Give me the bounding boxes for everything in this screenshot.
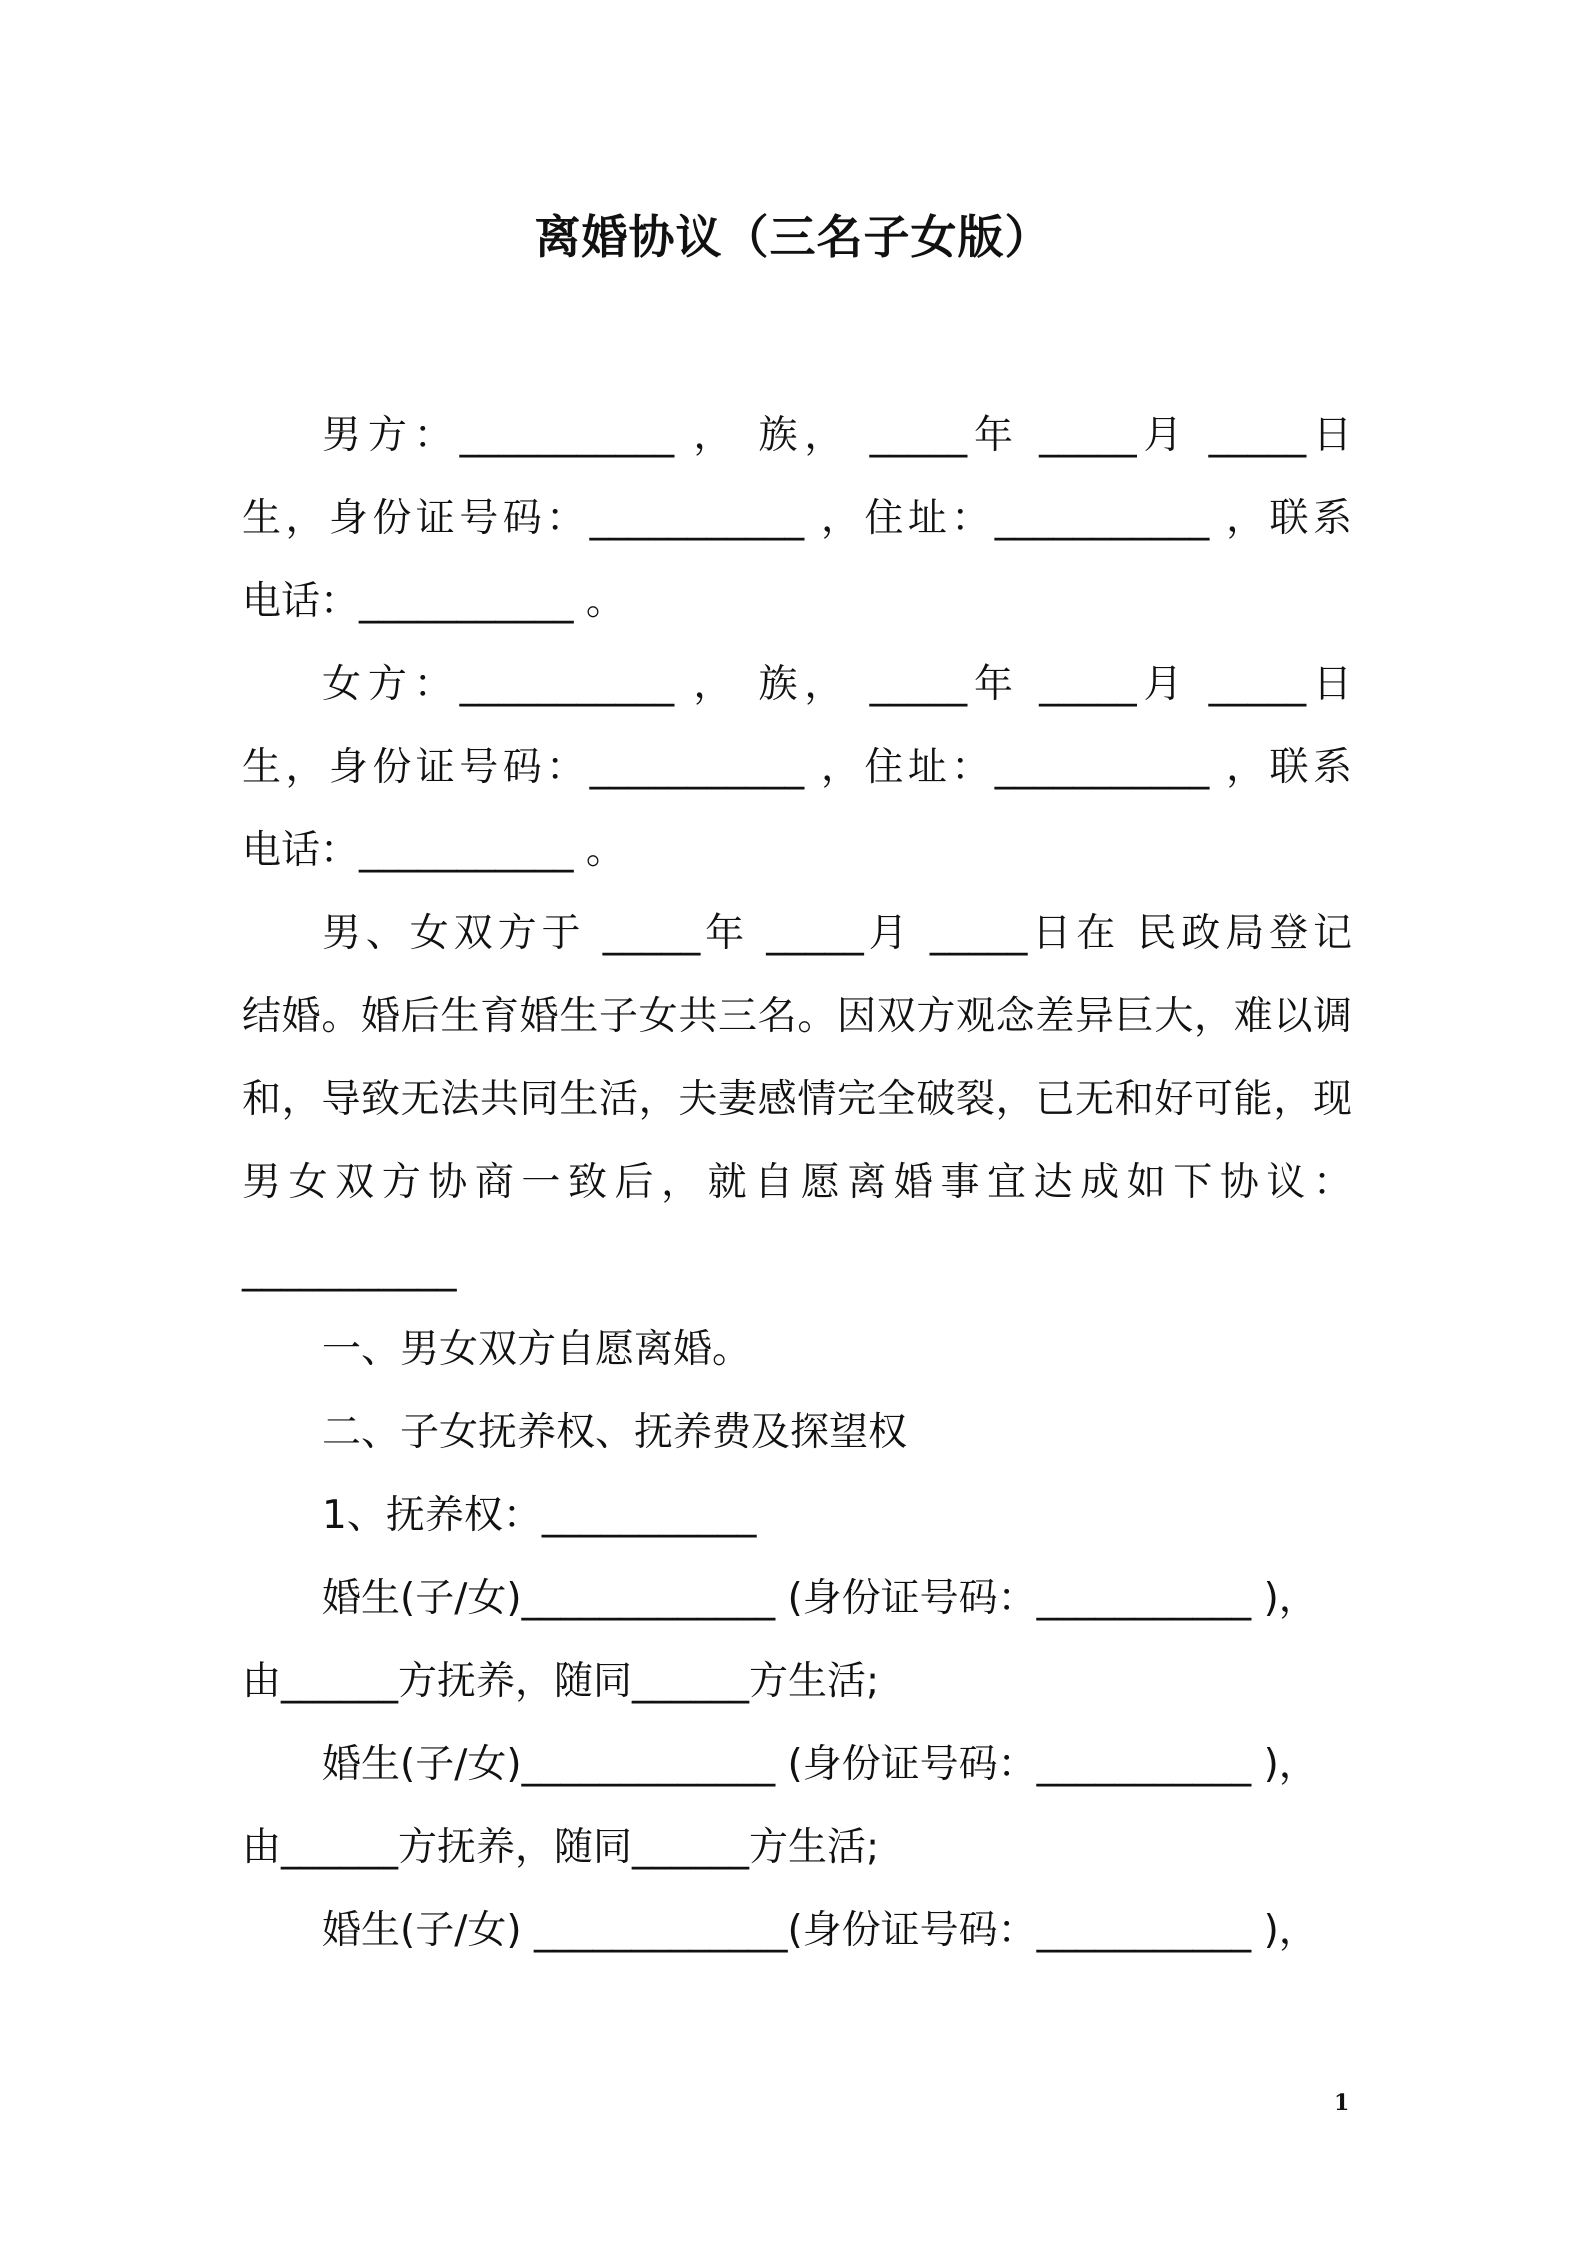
marriage-paragraph-line-4: 男女双方协商一致后，就自愿离婚事宜达成如下协议：	[242, 1160, 1352, 1205]
marriage-paragraph-line-1: 男、女双方于 _____年 _____月 _____日在 民政局登记	[322, 911, 1352, 956]
child-1-line-1: 婚生(子/女)_____________ (身份证号码：___________ )，	[322, 1576, 1318, 1621]
agreement-blank-line: ___________	[242, 1247, 457, 1292]
male-party-line-2: 生，身份证号码：___________ ，住址：___________ ，联系	[242, 496, 1352, 541]
female-party-line-2: 生，身份证号码：___________ ，住址：___________ ，联系	[242, 745, 1352, 790]
clause-2-heading: 二、子女抚养权、抚养费及探望权	[322, 1410, 908, 1455]
child-2-line-2: 由______方抚养，随同______方生活;	[242, 1825, 880, 1870]
female-party-line-1: 女方：___________ ， 族， _____年 _____月 _____日	[322, 662, 1352, 707]
document-title: 离婚协议（三名子女版）	[534, 210, 1052, 264]
child-3-line-1: 婚生(子/女) _____________(身份证号码：___________ )，	[322, 1908, 1318, 1953]
male-party-line-1: 男方：___________ ， 族， _____年 _____月 _____日	[322, 413, 1352, 458]
marriage-paragraph-line-2: 结婚。婚后生育婚生子女共三名。因双方观念差异巨大，难以调	[242, 994, 1352, 1039]
female-party-line-3: 电话：___________ 。	[242, 828, 625, 873]
custody-heading: 1、抚养权：___________	[322, 1493, 757, 1538]
child-2-line-1: 婚生(子/女)_____________ (身份证号码：___________ )，	[322, 1742, 1318, 1787]
page-number: 1	[1334, 2090, 1350, 2116]
child-1-line-2: 由______方抚养，随同______方生活;	[242, 1659, 880, 1704]
marriage-paragraph-line-3: 和，导致无法共同生活，夫妻感情完全破裂，已无和好可能，现	[242, 1077, 1352, 1122]
male-party-line-3: 电话：___________ 。	[242, 579, 625, 624]
clause-1-heading: 一、男女双方自愿离婚。	[322, 1327, 752, 1372]
